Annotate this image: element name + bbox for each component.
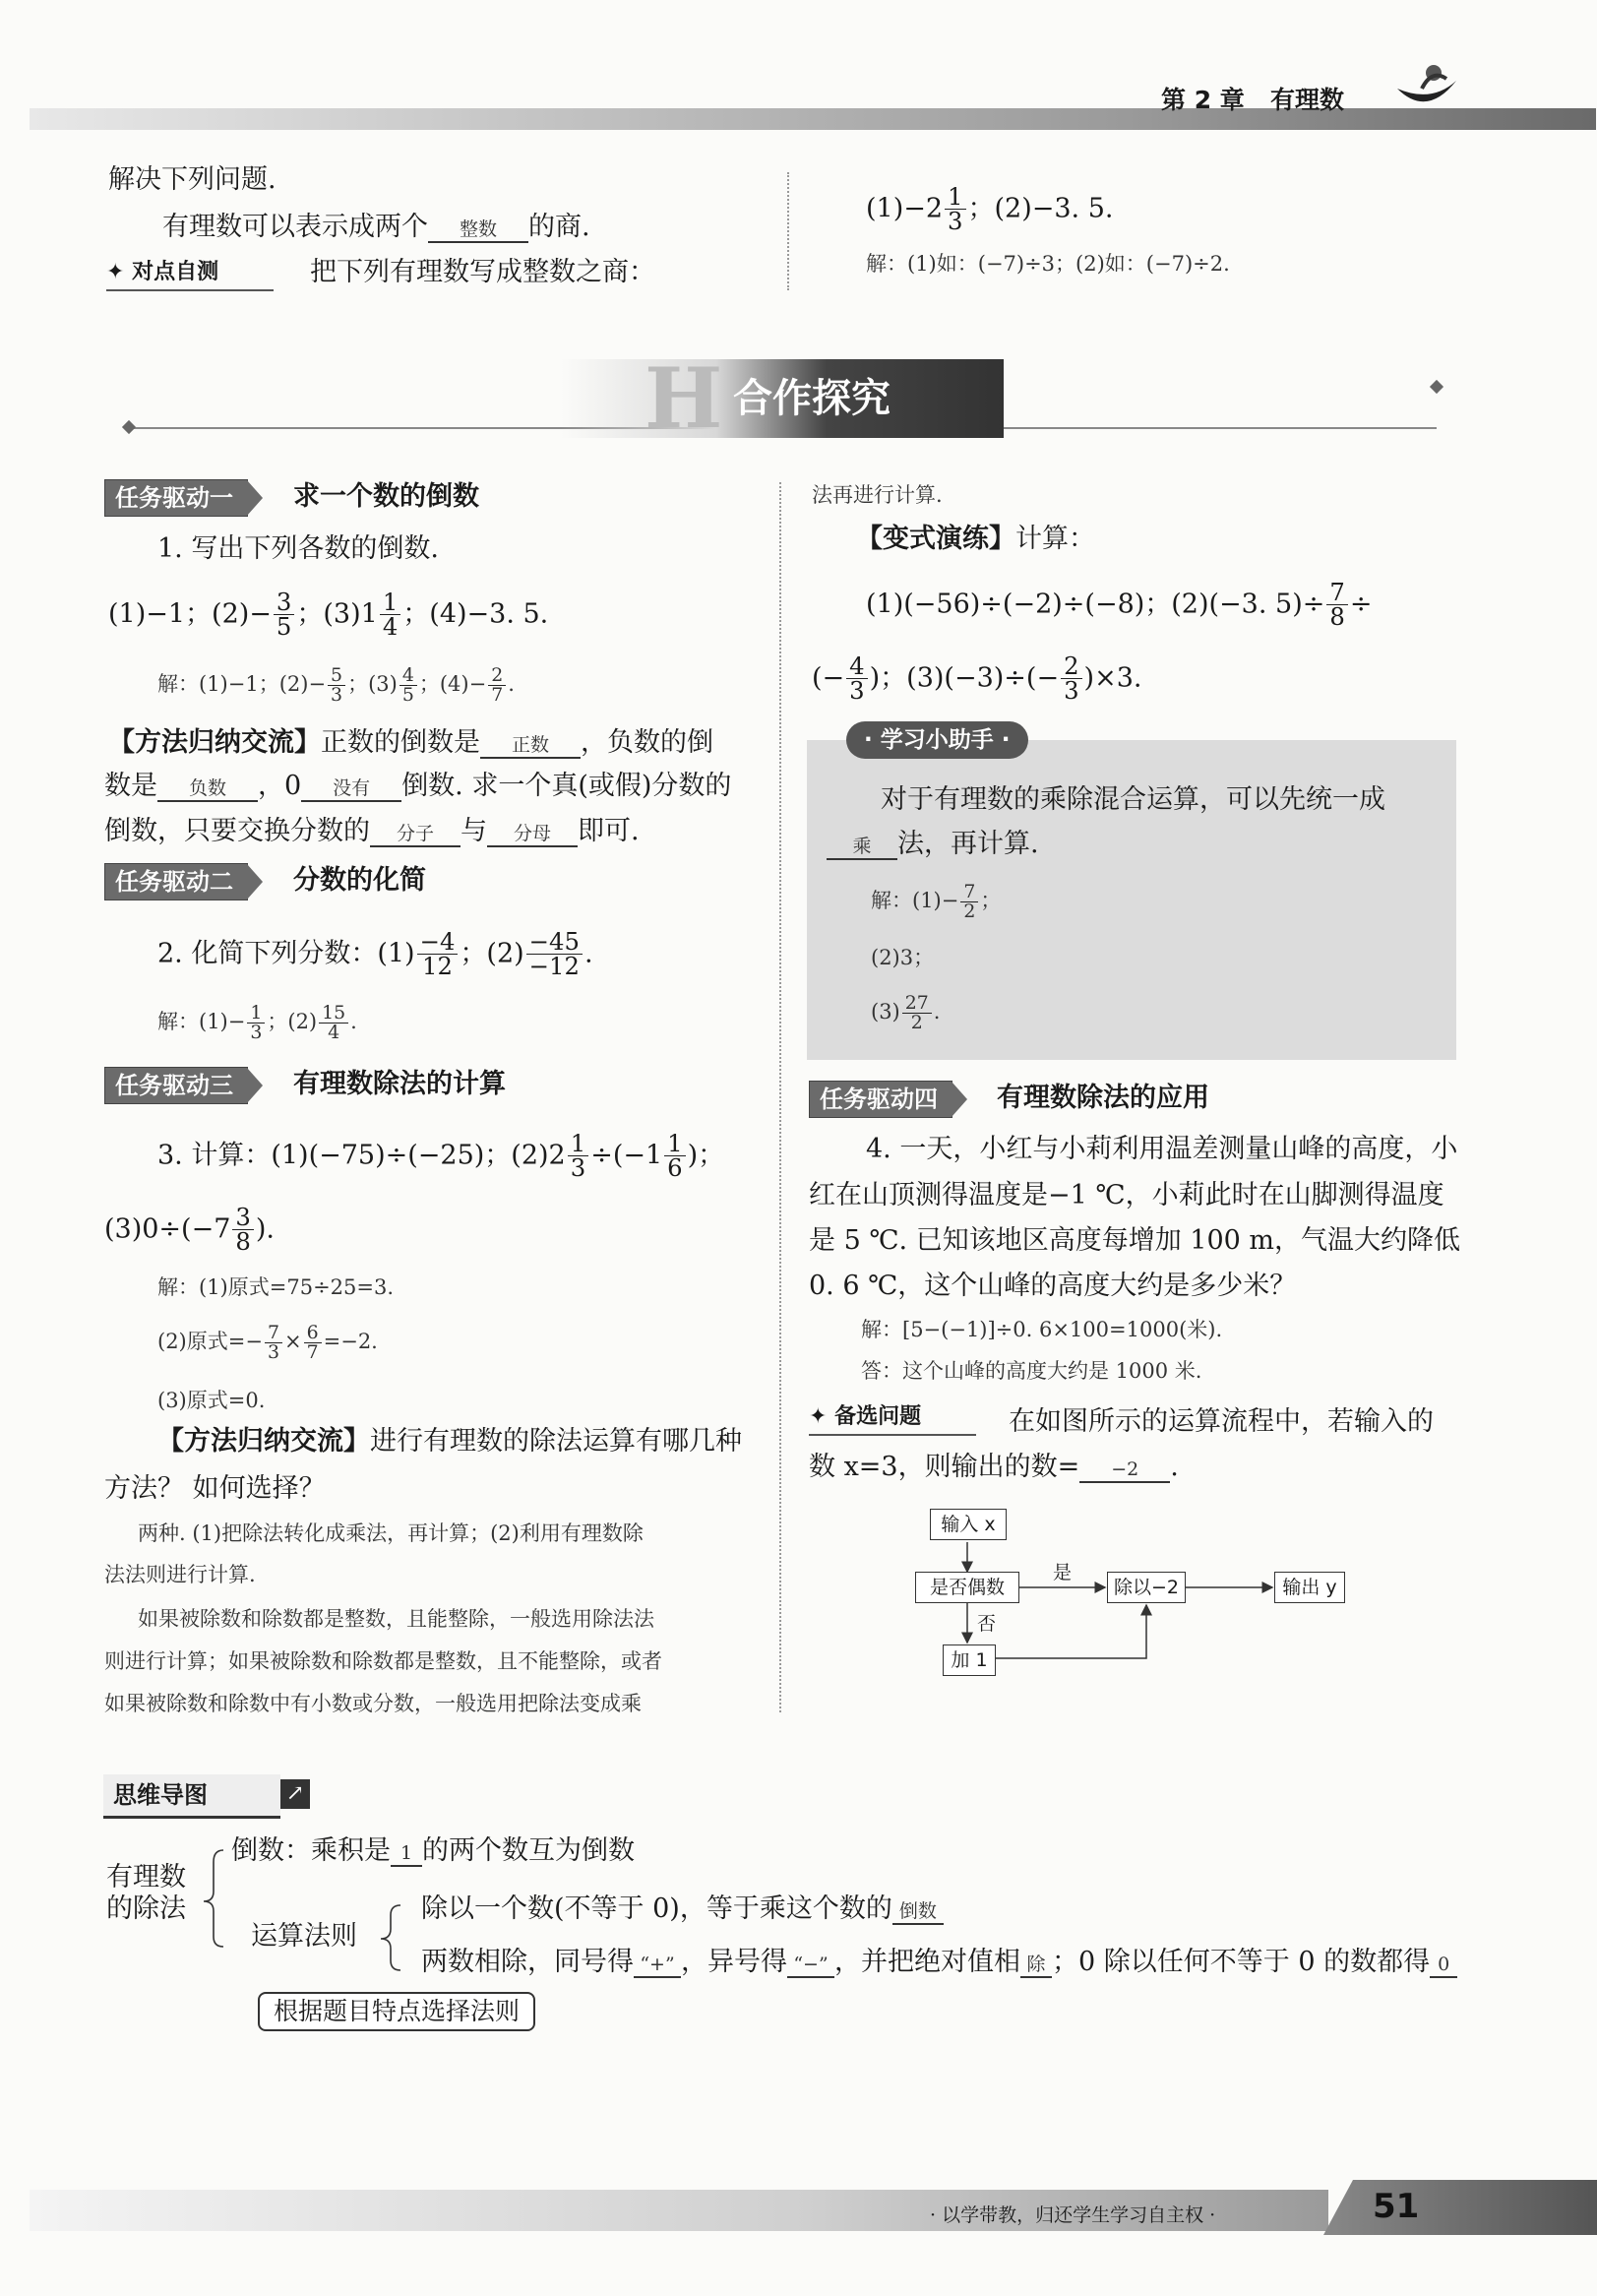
task3-para4: 则进行计算；如果被除数和除数都是整数，且不能整除，或者 <box>104 1649 662 1673</box>
section-h-icon: H <box>645 349 723 447</box>
mindmap-arrow-icon: ↗ <box>280 1779 310 1809</box>
task4-answer2: 答：这个山峰的高度大约是 1000 米. <box>861 1359 1202 1383</box>
mindmap-branch2b: 两数相除，同号得 “+” ，异号得 “−” ，并把绝对值相 除 ；0 除以任何不等于 0 的数都得 0 <box>421 1945 1457 1980</box>
task3-para2: 法法则进行计算. <box>104 1563 256 1586</box>
helper-answer3: (3) $\frac{27}{2}$ . <box>871 992 941 1033</box>
blank-multiply: 乘 <box>827 835 897 860</box>
task1-method-line2: 数是 负数 ，0 没有 倒数. 求一个真(或假)分数的 <box>104 771 732 801</box>
task3-para5: 如果被除数和除数中有小数或分数，一般选用把除法变成乘 <box>104 1692 642 1715</box>
page-number: 51 <box>1373 2187 1420 2226</box>
self-test-text: 把下列有理数写成整数之商： <box>310 257 655 287</box>
top-intro: 解决下列问题. <box>108 164 276 195</box>
task3-title: 有理数除法的计算 <box>293 1069 506 1099</box>
mindmap-note: 根据题目特点选择法则 <box>258 1992 535 2031</box>
helper-label: · 学习小助手 · <box>846 721 1028 759</box>
task4-line3: 是 5 ℃. 已知该地区高度每增加 100 m，气温大约降低 <box>809 1225 1461 1256</box>
backup-label: ✦ 备选问题 <box>809 1400 976 1436</box>
task3-answer3: (3)原式=0. <box>157 1389 266 1412</box>
task3-method-line1: 【方法归纳交流】进行有理数的除法运算有哪几种 <box>157 1426 742 1457</box>
flow-yes-label: 是 <box>1053 1562 1073 1583</box>
task2-label: 任务驱动二 <box>104 863 248 900</box>
mindmap-branch2a: 除以一个数(不等于 0)，等于乘这个数的 倒数 <box>421 1892 944 1927</box>
helper-text2: 乘 法，再计算. <box>827 827 1039 862</box>
mindmap-label: 思维导图 <box>103 1774 280 1819</box>
flow-input: 输入 x <box>930 1509 1007 1540</box>
right-continuation: 法再进行计算. <box>812 483 943 507</box>
self-test-label: ✦ 对点自测 <box>106 256 274 291</box>
top-definition: 有理数可以表示成两个 整数 的商. <box>162 212 590 242</box>
task1-method-line1: 【方法归纳交流】正数的倒数是 正数 ，负数的倒 <box>108 727 713 758</box>
column-divider-top <box>787 172 789 290</box>
blank-zero: 0 <box>1430 1953 1457 1978</box>
backup-line2: 数 x=3，则输出的数= −2 . <box>809 1452 1179 1482</box>
blank-one: 1 <box>391 1841 422 1867</box>
task1-answer: 解：(1)−1；(2)− $\frac{5}{3}$ ；(3) $\frac{4}{5}$ ；(4)− $\frac{2}{7}$ . <box>157 664 515 706</box>
task4-answer1: 解：[5−(−1)]÷0. 6×100=1000(米). <box>861 1318 1223 1341</box>
page-number-tab <box>1323 2180 1597 2235</box>
blank-negative: 负数 <box>157 776 258 802</box>
task1-question: 1. 写出下列各数的倒数. <box>157 533 439 564</box>
header-bar <box>30 108 1596 130</box>
mindmap-root2: 的除法 <box>106 1893 186 1924</box>
task4-label: 任务驱动四 <box>809 1081 952 1118</box>
blank-positive: 正数 <box>480 733 581 759</box>
task4-line2: 红在山顶测得温度是−1 ℃，小莉此时在山脚测得温度 <box>809 1180 1444 1210</box>
variant-line2: (− $\frac{4}{3}$ )；(3)(−3)÷(− $\frac{2}{3}$ )×3. <box>812 652 1142 706</box>
helper-answer2: (2)3； <box>871 946 935 969</box>
flow-add-one: 加 1 <box>943 1644 996 1676</box>
task1-method-line3: 倒数，只要交换分数的 分子 与 分母 即可. <box>104 816 640 846</box>
backup-line1: 在如图所示的运算流程中，若输入的 <box>1009 1406 1434 1437</box>
mindmap-branch2: 运算法则 <box>251 1921 357 1952</box>
task4-line4: 0. 6 ℃，这个山峰的高度大约是多少米？ <box>809 1271 1297 1301</box>
mindmap-branch1: 倒数：乘积是 1 的两个数互为倒数 <box>231 1835 635 1866</box>
flow-even-check: 是否偶数 <box>915 1572 1019 1603</box>
blank-output: −2 <box>1079 1458 1170 1483</box>
book-logo-icon <box>1392 59 1461 118</box>
section-title: 合作探究 <box>733 376 891 421</box>
blank-divide: 除 <box>1020 1953 1052 1978</box>
task3-answer1: 解：(1)原式=75÷25=3. <box>157 1275 395 1299</box>
chapter-number: 第 2 章 <box>1161 86 1245 114</box>
mindmap-root1: 有理数 <box>106 1862 186 1893</box>
task3-para1: 两种. (1)把除法转化成乘法，再计算；(2)利用有理数除 <box>138 1521 644 1545</box>
helper-answer1: 解：(1)− $\frac{7}{2}$ ； <box>871 881 1002 922</box>
top-answer: 解：(1)如：(−7)÷3；(2)如：(−7)÷2. <box>866 252 1230 276</box>
task3-para3: 如果被除数和除数都是整数，且能整除，一般选用除法法 <box>138 1607 654 1631</box>
chapter-title: 有理数 <box>1269 86 1344 114</box>
flow-output: 输出 y <box>1274 1572 1345 1603</box>
blank-none: 没有 <box>301 776 401 802</box>
task3-label: 任务驱动三 <box>104 1067 248 1104</box>
blank-reciprocal: 倒数 <box>892 1899 944 1925</box>
top-question: (1)−2 $\frac{1}{3}$ ；(2)−3. 5. <box>866 182 1114 236</box>
task4-title: 有理数除法的应用 <box>997 1083 1209 1113</box>
column-divider <box>779 482 781 1712</box>
task1-title: 求一个数的倒数 <box>293 481 479 512</box>
task2-title: 分数的化简 <box>293 865 426 896</box>
chapter-header <box>1161 81 1344 116</box>
helper-text1: 对于有理数的乘除混合运算，可以先统一成 <box>881 784 1385 815</box>
blank-numerator: 分子 <box>370 822 461 847</box>
footer-slogan: · 以学带教，归还学生学习自主权 · <box>930 2204 1216 2226</box>
task3-question-line2: (3)0÷(−7 $\frac{3}{8}$ ). <box>104 1203 275 1257</box>
task3-answer2: (2)原式=− $\frac{7}{3}$ × $\frac{6}{7}$ =−2. <box>157 1322 378 1363</box>
blank-denominator: 分母 <box>487 822 578 847</box>
task2-answer: 解：(1)− $\frac{1}{3}$ ；(2) $\frac{15}{4}$ . <box>157 1002 357 1043</box>
task1-label: 任务驱动一 <box>104 479 248 517</box>
task3-question-line1: 3. 计算：(1)(−75)÷(−25)；(2)2 $\frac{1}{3}$ ÷(−1 $\frac{1}{6}$ )； <box>157 1129 725 1183</box>
section-rule-dot-right <box>1430 380 1443 394</box>
blank-minus: “−” <box>787 1953 834 1978</box>
variant-heading: 【变式演练】计算： <box>856 524 1095 554</box>
task3-method-line2: 方法？ 如何选择？ <box>104 1473 326 1504</box>
blank-integers: 整数 <box>428 217 528 243</box>
blank-plus: “+” <box>634 1953 681 1978</box>
task1-items: (1)−1；(2)− $\frac{3}{5}$ ；(3)1 $\frac{1}{4}$ ；(4)−3. 5. <box>108 588 549 642</box>
variant-line1: (1)(−56)÷(−2)÷(−8)；(2)(−3. 5)÷ $\frac{7}{8}$ ÷ <box>866 578 1373 632</box>
flow-divide: 除以−2 <box>1107 1572 1186 1603</box>
section-banner <box>561 349 1004 447</box>
flow-no-label: 否 <box>977 1613 997 1635</box>
task2-question: 2. 化简下列分数：(1) $\frac{-4}{12}$ ；(2) $\frac{-45}{-12}$ . <box>157 927 593 981</box>
section-rule-dot-left <box>122 420 136 434</box>
task4-line1: 4. 一天，小红与小莉利用温差测量山峰的高度，小 <box>866 1134 1458 1164</box>
